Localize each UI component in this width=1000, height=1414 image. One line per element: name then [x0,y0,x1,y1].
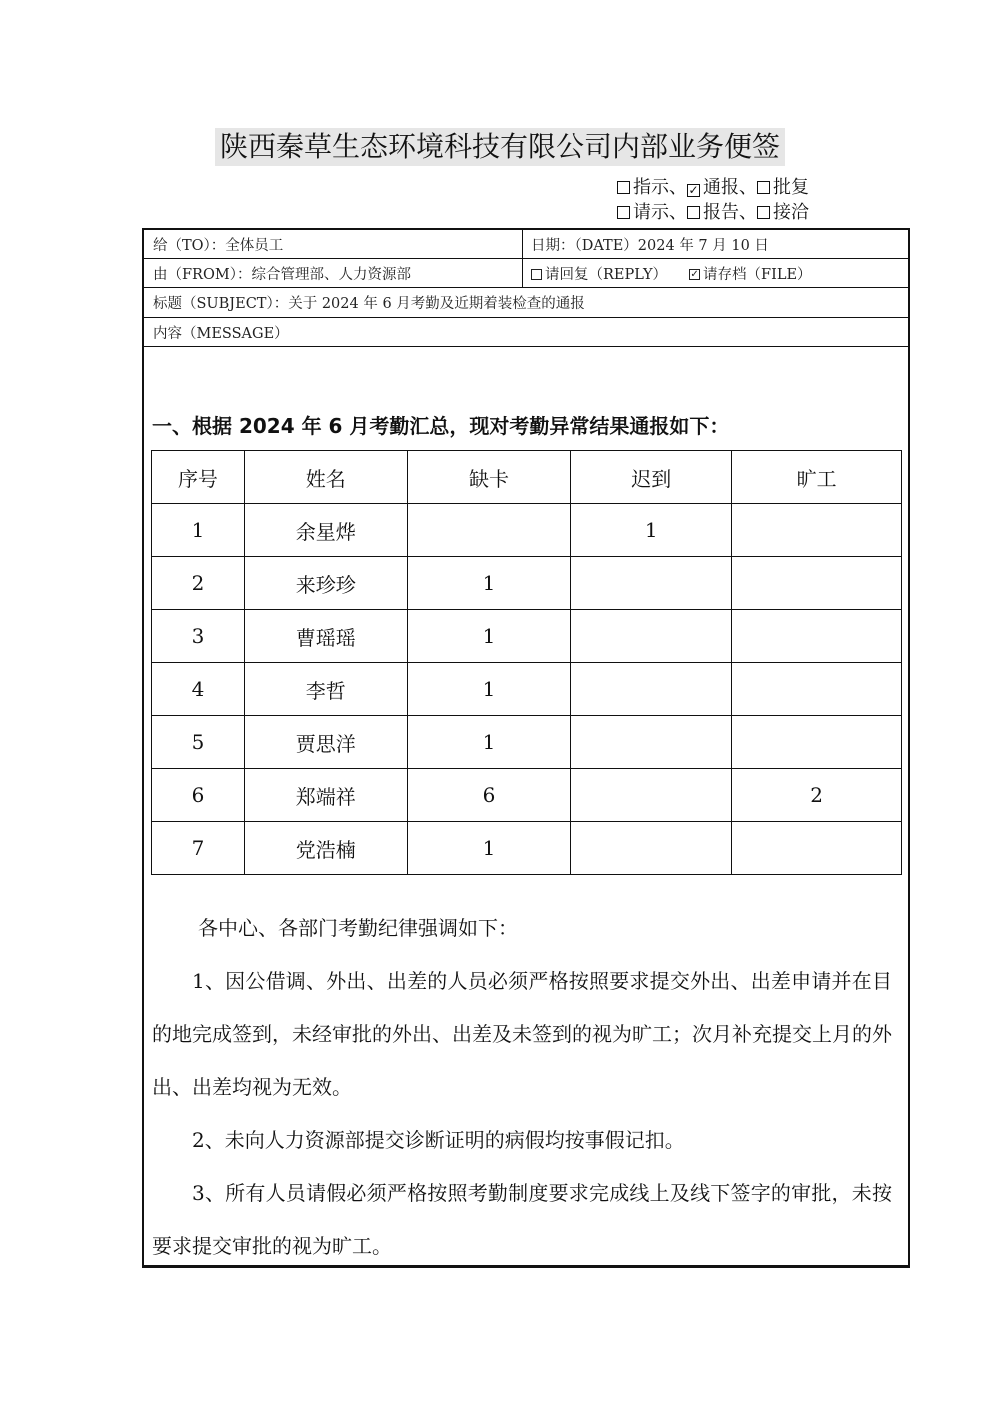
subject-field: 标题（SUBJECT）：关于 2024 年 6 月考勤及近期着装检查的通报 [153,296,585,312]
col-header-name: 姓名 [244,451,407,504]
option-label: 指示 [633,177,669,198]
cell-late [571,663,732,716]
cell-index: 6 [152,769,245,822]
table-row [152,716,902,769]
option-checkbox[interactable] [617,206,630,219]
cell-name: 曹瑶瑶 [244,610,407,663]
to-field: 给（TO）：全体员工 [153,237,284,254]
table-row [152,504,902,557]
cell-absent: 2 [732,769,902,822]
reply-file-options [522,259,812,287]
cell-absent [732,610,902,663]
cell-absent [732,504,902,557]
cell-missing-punch: 1 [407,610,571,663]
cell-missing-punch: 1 [407,663,571,716]
col-header-absent: 旷工 [732,451,902,504]
reply-label: 请回复（REPLY） [545,266,668,283]
option-label: 报告 [703,202,739,223]
option-r1-2 [757,176,809,200]
table-row [152,769,902,822]
cell-absent [732,557,902,610]
header-row-to [144,230,908,259]
cell-absent [732,716,902,769]
option-checkbox[interactable] [757,206,770,219]
message-label: 内容（MESSAGE） [153,325,289,342]
cell-missing-punch: 1 [407,557,571,610]
cell-index: 7 [152,822,245,875]
option-label: 批复 [773,177,809,198]
cell-absent [732,663,902,716]
cell-name: 余星烨 [244,504,407,557]
discipline-item: 1、因公借调、外出、出差的人员必须严格按照要求提交外出、出差申请并在目的地完成签到，未经审批的外出、出差及未签到的视为旷工；次月补充提交上月的外出、出差均视为无效。 [152,969,892,1099]
options-row-2 [617,201,809,225]
option-checkbox[interactable] [757,181,770,194]
discipline-section [152,902,892,1273]
cell-name: 贾思洋 [244,716,407,769]
col-header-index: 序号 [152,451,245,504]
date-field: 日期：（DATE）2024 年 7 月 10 日 [531,237,769,254]
cell-index: 5 [152,716,245,769]
table-row [152,663,902,716]
cell-late [571,716,732,769]
header-row-from [144,259,908,288]
option-r1-0 [617,176,687,200]
col-header-late: 迟到 [571,451,732,504]
cell-index: 2 [152,557,245,610]
discipline-heading: 各中心、各部门考勤纪律强调如下： [198,916,518,940]
cell-index: 3 [152,610,245,663]
option-separator: 、 [669,177,687,198]
option-separator: 、 [739,177,757,198]
option-checkbox[interactable] [617,181,630,194]
cell-missing-punch: 1 [407,716,571,769]
file-label: 请存档（FILE） [703,266,812,283]
option-r1-1 [687,176,757,200]
reply-checkbox[interactable] [531,269,542,280]
cell-late [571,557,732,610]
discipline-item: 3、所有人员请假必须严格按照考勤制度要求完成线上及线下签字的审批，未按要求提交审批的视为旷工。 [152,1181,892,1258]
table-row [152,822,902,875]
option-separator: 、 [669,202,687,223]
option-checkbox[interactable] [687,206,700,219]
document-title: 陕西秦草生态环境科技有限公司内部业务便签 [215,128,785,166]
option-label: 通报 [703,177,739,198]
table-row [152,557,902,610]
option-separator: 、 [739,202,757,223]
option-label: 接洽 [773,202,809,223]
option-r2-2 [757,201,809,225]
table-header-row [152,451,902,504]
header-row-message [144,318,908,347]
option-r2-1 [687,201,757,225]
header-row-subject [144,288,908,318]
col-header-missing-punch: 缺卡 [407,451,571,504]
cell-name: 郑端祥 [244,769,407,822]
option-label: 请示 [633,202,669,223]
table-row [152,610,902,663]
cell-name: 来珍珍 [244,557,407,610]
cell-missing-punch: 6 [407,769,571,822]
cell-late [571,822,732,875]
attendance-table [151,450,902,875]
cell-absent [732,822,902,875]
cell-index: 4 [152,663,245,716]
cell-name: 党浩楠 [244,822,407,875]
cell-late: 1 [571,504,732,557]
cell-missing-punch [407,504,571,557]
cell-name: 李哲 [244,663,407,716]
cell-missing-punch: 1 [407,822,571,875]
option-checkbox[interactable]: ✓ [688,183,699,197]
option-r2-0 [617,201,687,225]
cell-index: 1 [152,504,245,557]
cell-late [571,610,732,663]
file-checkbox[interactable]: ✓ [690,268,699,280]
options-row-1 [617,176,809,200]
cell-late [571,769,732,822]
section-title: 一、根据 2024 年 6 月考勤汇总，现对考勤异常结果通报如下： [152,414,730,438]
discipline-item: 2、未向人力资源部提交诊断证明的病假均按事假记扣。 [192,1128,685,1152]
from-field: 由（FROM）：综合管理部、人力资源部 [153,266,411,283]
